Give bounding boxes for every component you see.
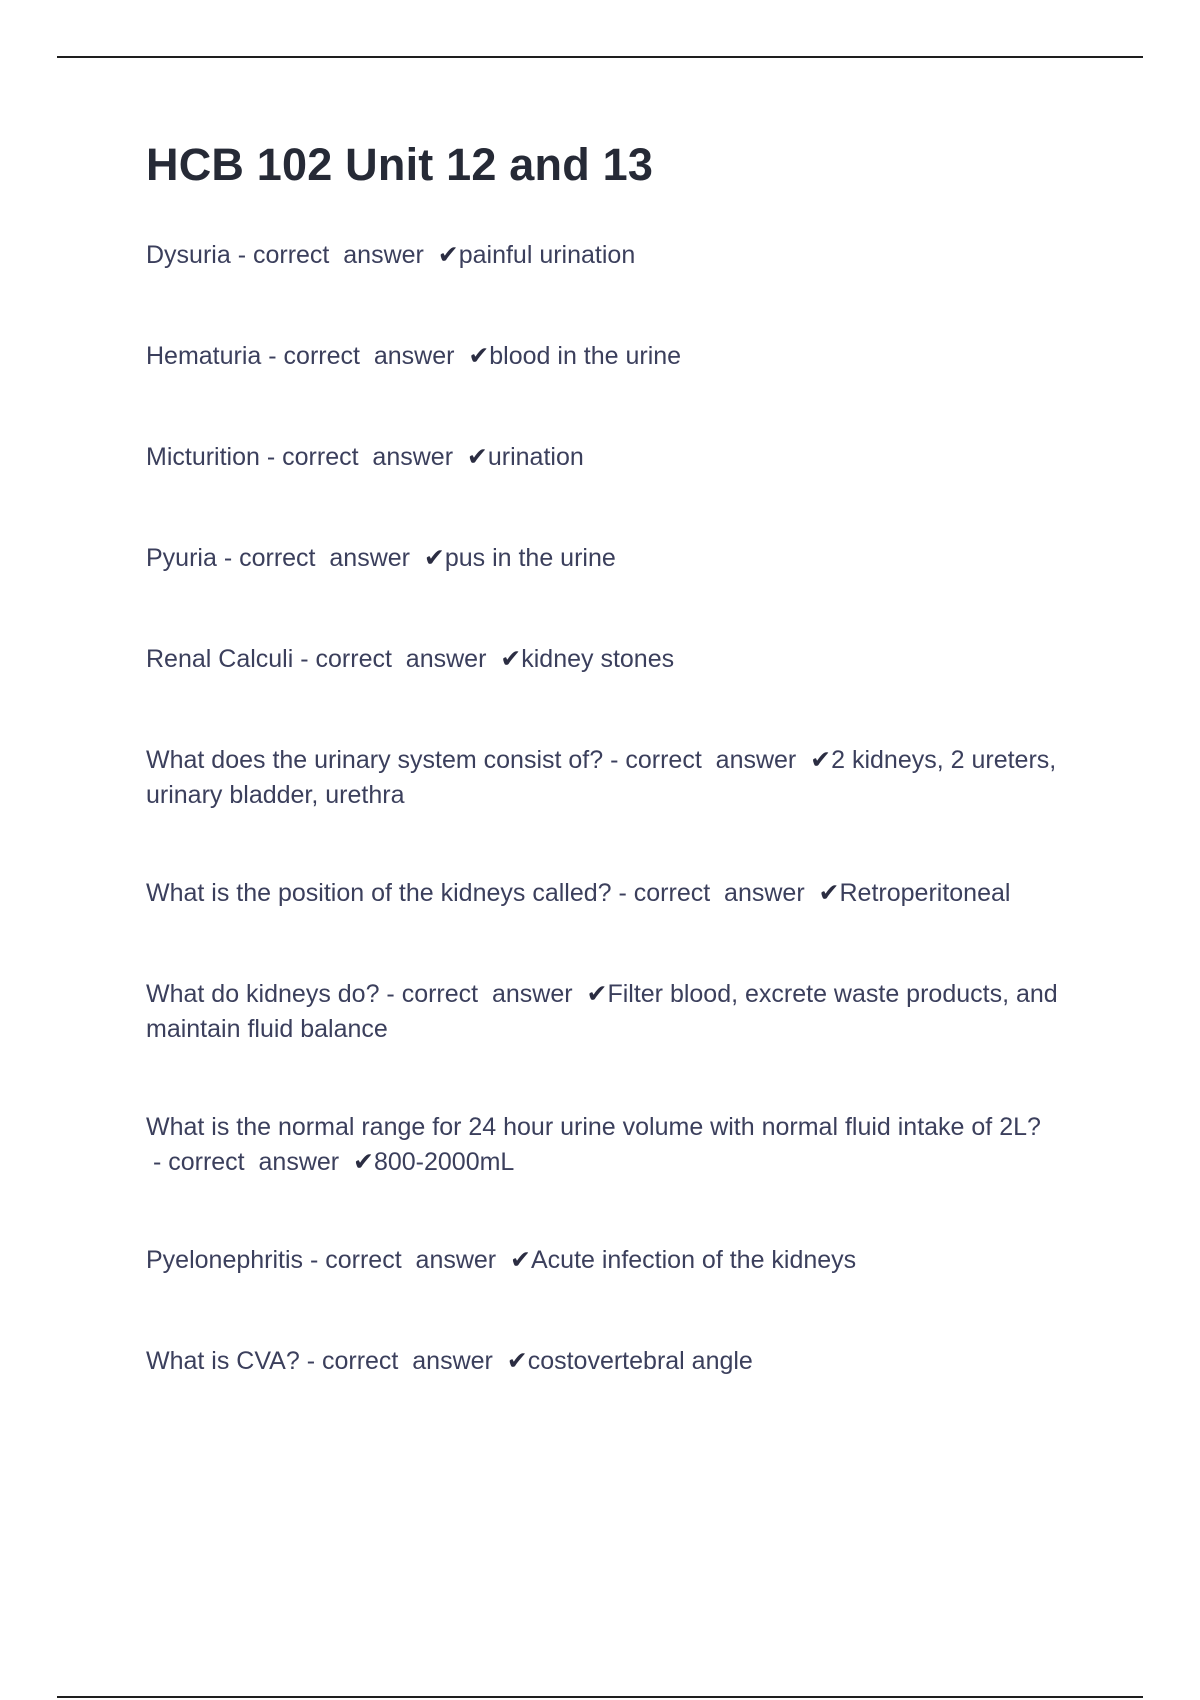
question-text: What is the position of the kidneys called?	[146, 878, 612, 907]
answer-separator: - correct answer	[379, 979, 587, 1008]
question-text: Dysuria	[146, 240, 231, 269]
answer-text: 800-2000mL	[373, 1147, 515, 1176]
document-page	[146, 140, 1096, 1379]
answer-separator: - correct answer	[261, 341, 469, 370]
bottom-rule	[57, 1696, 1143, 1698]
answer-text: kidney stones	[521, 644, 675, 673]
check-icon: ✔	[810, 745, 832, 774]
answer-separator: - correct answer	[230, 240, 438, 269]
check-icon: ✔	[468, 341, 490, 370]
answer-separator: - correct answer	[299, 1346, 507, 1375]
check-icon: ✔	[423, 543, 445, 572]
answer-separator: - correct answer	[259, 442, 467, 471]
question-text: Pyuria	[146, 543, 217, 572]
question-text: What does the urinary system consist of?	[146, 745, 604, 774]
list-item	[146, 339, 1096, 374]
answer-text: urination	[487, 442, 584, 471]
answer-text: painful urination	[458, 240, 636, 269]
question-text: What is CVA?	[146, 1346, 300, 1375]
answer-separator: - correct answer	[293, 644, 501, 673]
list-item	[146, 642, 1096, 677]
question-text: What is the normal range for 24 hour urine volume with normal fluid intake of 2L?	[146, 1112, 1041, 1141]
list-item	[146, 1344, 1096, 1379]
list-item	[146, 1110, 1096, 1180]
list-item	[146, 743, 1096, 813]
answer-text: 2 kidneys, 2 ureters, urinary bladder, urethra	[146, 745, 1057, 809]
list-item	[146, 1243, 1096, 1278]
check-icon: ✔	[510, 1245, 531, 1274]
list-item	[146, 876, 1096, 911]
question-text: Micturition	[146, 442, 260, 471]
question-text: Hematuria	[146, 341, 262, 370]
list-item	[146, 440, 1096, 475]
check-icon: ✔	[353, 1147, 374, 1176]
answer-text: pus in the urine	[444, 543, 616, 572]
top-rule	[57, 56, 1143, 58]
answer-text: blood in the urine	[489, 341, 682, 370]
qa-list	[146, 238, 1096, 1379]
check-icon: ✔	[500, 644, 522, 673]
answer-separator: - correct answer	[303, 1245, 511, 1274]
answer-separator: - correct answer	[216, 543, 424, 572]
question-text: What do kidneys do?	[146, 979, 380, 1008]
answer-separator: - correct answer	[611, 878, 819, 907]
list-item	[146, 238, 1096, 273]
check-icon: ✔	[586, 979, 608, 1008]
answer-text: Filter blood, excrete waste products, and maintain fluid balance	[146, 979, 1058, 1043]
answer-separator: - correct answer	[603, 745, 811, 774]
check-icon: ✔	[818, 878, 840, 907]
page-title: HCB 102 Unit 12 and 13	[146, 139, 654, 190]
question-text: Renal Calculi	[146, 644, 294, 673]
check-icon: ✔	[506, 1346, 528, 1375]
answer-text: Acute infection of the kidneys	[530, 1245, 857, 1274]
check-icon: ✔	[466, 442, 488, 471]
check-icon: ✔	[437, 240, 459, 269]
answer-separator: - correct answer	[146, 1147, 353, 1176]
answer-text: costovertebral angle	[527, 1346, 753, 1375]
answer-text: Retroperitoneal	[839, 878, 1011, 907]
list-item	[146, 541, 1096, 576]
question-text: Pyelonephritis	[146, 1245, 304, 1274]
list-item	[146, 977, 1096, 1047]
